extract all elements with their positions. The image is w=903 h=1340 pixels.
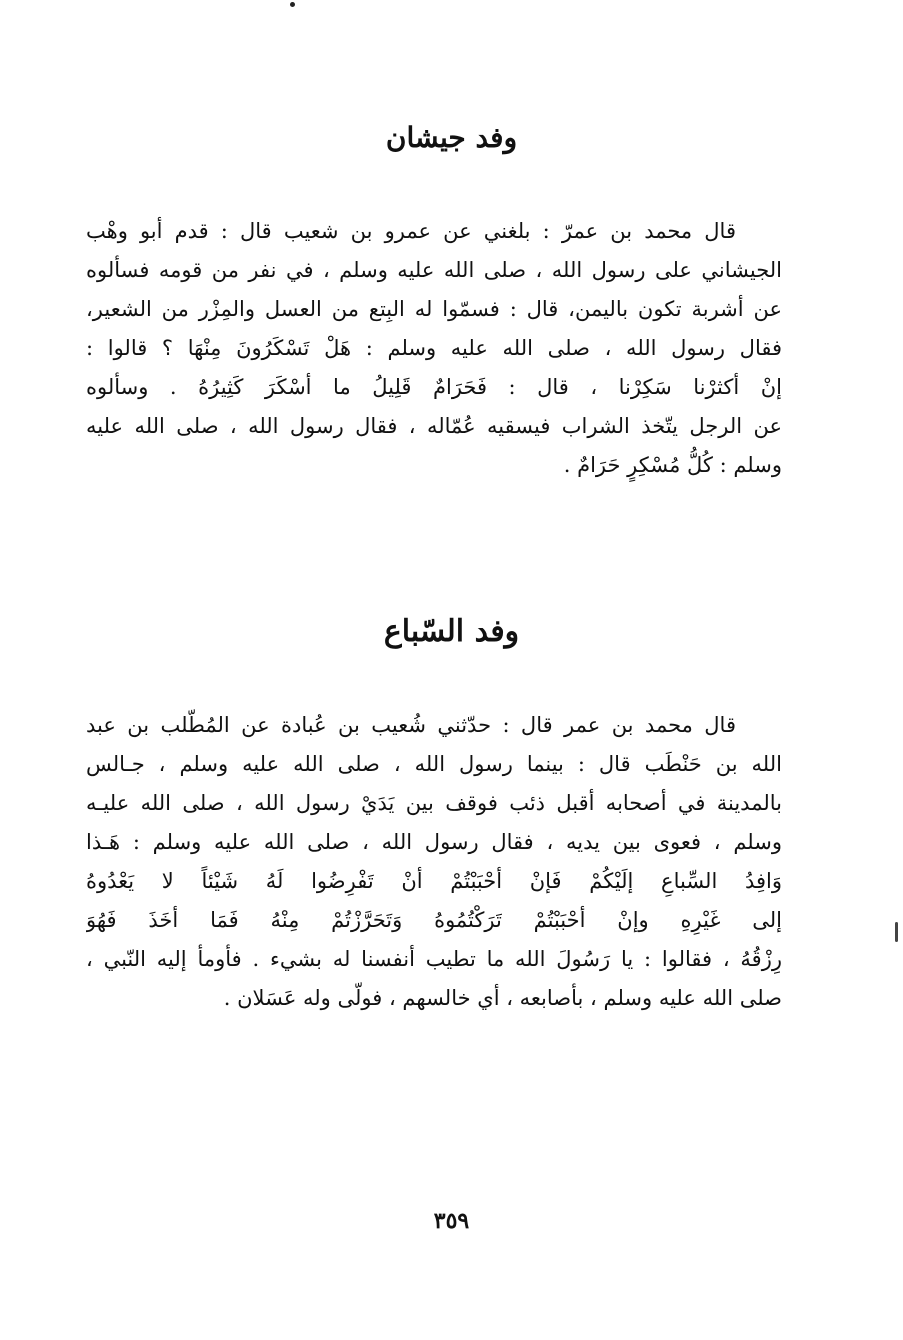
section-title-jayshan: وفد جيشان	[385, 121, 518, 154]
text-line: قال محمد بن عمر قال : حدّثني شُعيب بن عُبادة عن المُطّلب بن عبد	[86, 713, 736, 737]
text-line: صلى الله عليه وسلم ، بأصابعه ، أي خالسهم ، فولّى وله عَسَلان .	[223, 986, 782, 1010]
ink-dot	[290, 2, 295, 7]
text-line: رِزْقُهُ ، فقالوا : يا رَسُولَ الله ما تطيب أنفسنا له بشيء . فأومأ إليه النّبي ،	[86, 947, 782, 971]
text-line: وَافِدُ السِّباعِ إلَيْكُمْ فَإنْ أحْبَبْتُمْ أنْ تَفْرِضُوا لَهُ شَيْئاً لا يَعْدُوهُ	[86, 869, 782, 893]
section-title-sibaa: وفد السّباع	[383, 614, 520, 649]
text-line: قال محمد بن عمرّ : بلغني عن عمرو بن شعيب قال : قدم أبو وهْب	[86, 219, 736, 243]
section-body-sibaa	[86, 706, 782, 1018]
text-line: الجيشاني على رسول الله ، صلى الله عليه وسلم ، في نفر من قومه فسألوه	[86, 258, 782, 282]
text-line: إلى غَيْرِهِ وإنْ أحْبَبْتُمْ تَرَكْتُمُوهُ وَتَحَرَّزْتُمْ مِنْهُ فَمَا أخَذَ فَهُوَ	[86, 908, 782, 932]
margin-mark	[895, 922, 898, 942]
page-number: ٣٥٩	[433, 1208, 470, 1234]
text-line: فقال رسول الله ، صلى الله عليه وسلم : هَلْ تَسْكَرُونَ مِنْهَا ؟ قالوا :	[86, 336, 782, 360]
text-line: الله بن حَنْطَب قال : بينما رسول الله ، صلى الله عليه وسلم ، جـالس	[86, 752, 782, 776]
text-line: إنْ أكثرْنا سَكِرْنا ، قال : فَحَرَامٌ قَلِيلُ ما أسْكَرَ كَثِيرُهُ . وسألوه	[86, 375, 782, 399]
text-line: وسلم : كُلُّ مُسْكِرٍ حَرَامٌ .	[563, 453, 782, 477]
text-line: بالمدينة في أصحابه أقبل ذئب فوقف بين يَدَيْ رسول الله ، صلى الله عليـه	[86, 791, 782, 815]
text-line: وسلم ، فعوى بين يديه ، فقال رسول الله ، صلى الله عليه وسلم : هَـذا	[86, 830, 782, 854]
section-body-jayshan	[86, 212, 782, 485]
text-line: عن الرجل يتّخذ الشراب فيسقيه عُمّاله ، فقال رسول الله ، صلى الله عليه	[86, 414, 782, 438]
text-line: عن أشربة تكون باليمن، قال : فسمّوا له البِتع من العسل والمِزْر من الشعير،	[86, 297, 782, 321]
